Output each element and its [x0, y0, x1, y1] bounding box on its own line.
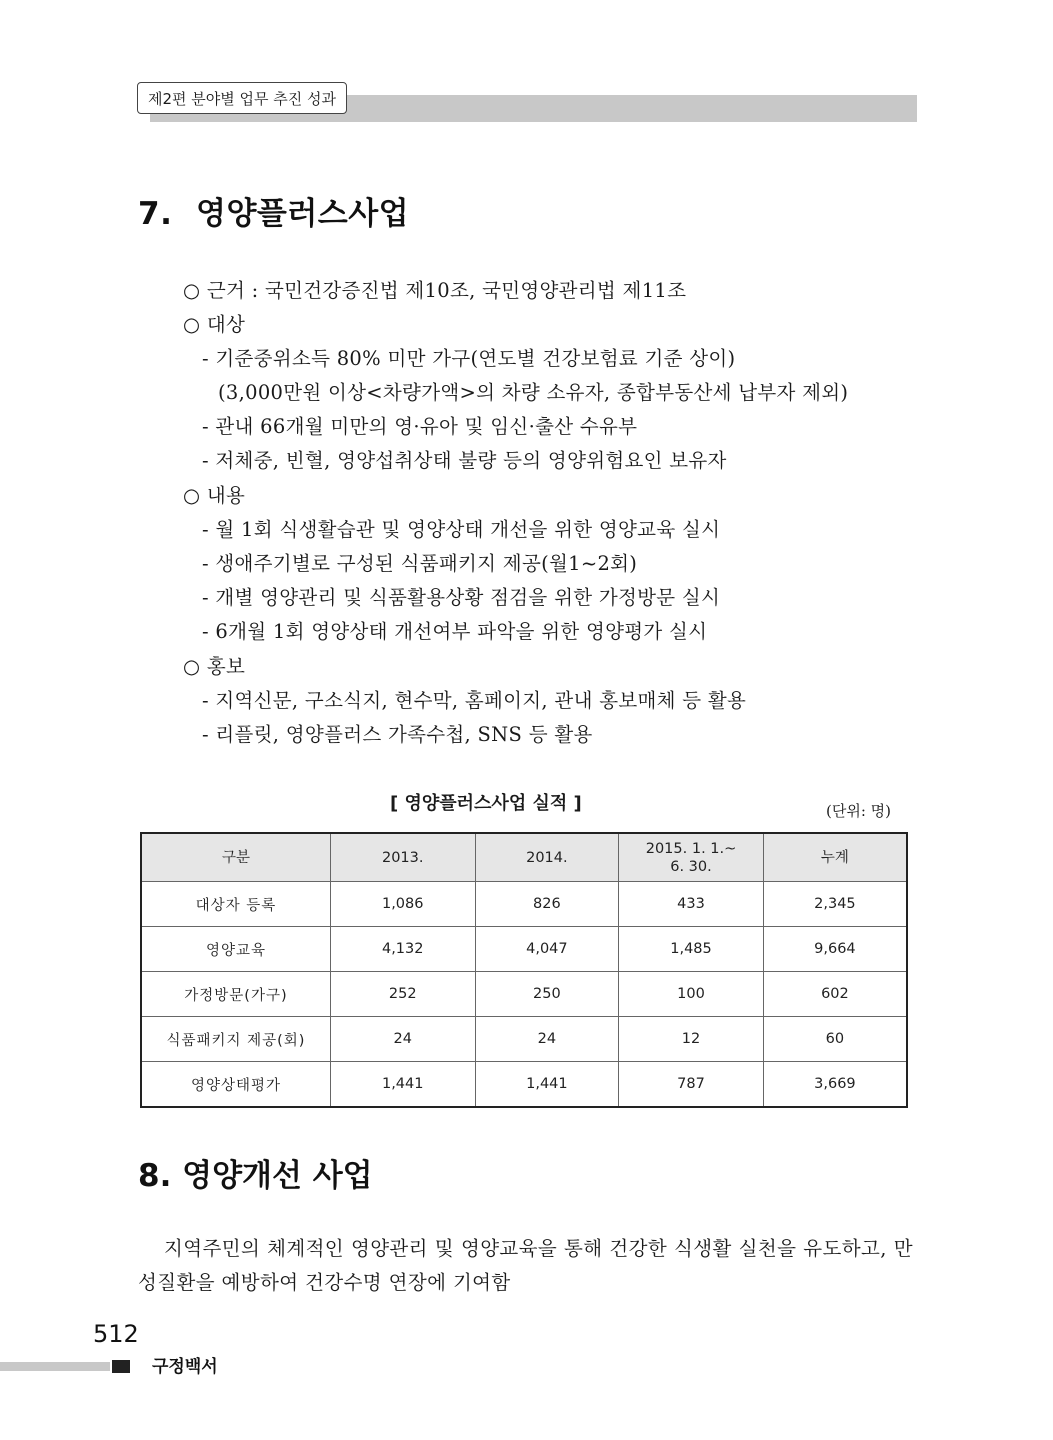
- header-total: 누계: [763, 833, 907, 882]
- cell: 602: [763, 972, 907, 1017]
- table-caption: [ 영양플러스사업 실적 ]: [390, 793, 582, 814]
- content-item: - 생애주기별로 구성된 식품패키지 제공(월1~2회): [202, 552, 638, 575]
- section-8-title: 8. 영양개선 사업: [138, 1158, 373, 1194]
- section-7-title-text: 영양플러스사업: [196, 196, 410, 232]
- cell: 24: [475, 1017, 619, 1062]
- section-7-number: 7.: [138, 196, 173, 232]
- row-label: 대상자 등록: [141, 882, 330, 927]
- table-row: [141, 972, 907, 1017]
- promotion-item: - 리플릿, 영양플러스 가족수첩, SNS 등 활용: [202, 723, 593, 746]
- cell: 4,047: [475, 927, 619, 972]
- page-number: 512: [93, 1320, 139, 1348]
- chapter-label: 제2편 분야별 업무 추진 성과: [137, 82, 347, 114]
- target-item: - 기준중위소득 80% 미만 가구(연도별 건강보험료 기준 상이): [202, 347, 736, 370]
- cell: 3,669: [763, 1062, 907, 1108]
- row-label: 식품패키지 제공(회): [141, 1017, 330, 1062]
- cell: 9,664: [763, 927, 907, 972]
- header-2014: 2014.: [475, 833, 619, 882]
- cell: 24: [330, 1017, 475, 1062]
- cell: 1,485: [619, 927, 764, 972]
- promotion-item: - 지역신문, 구소식지, 현수막, 홈페이지, 관내 홍보매체 등 활용: [202, 689, 747, 712]
- header-2013: 2013.: [330, 833, 475, 882]
- cell: 1,441: [475, 1062, 619, 1108]
- table-row: [141, 882, 907, 927]
- cell: 2,345: [763, 882, 907, 927]
- cell: 250: [475, 972, 619, 1017]
- header-category: 구분: [141, 833, 330, 882]
- footer-marker: [112, 1360, 130, 1373]
- section-8-paragraph: 지역주민의 체계적인 영양관리 및 영양교육을 통해 건강한 식생활 실천을 유도하고, 만성질환을 예방하여 건강수명 연장에 기여함: [138, 1237, 913, 1294]
- target-heading: ○ 대상: [183, 313, 246, 336]
- cell: 12: [619, 1017, 764, 1062]
- cell: 1,441: [330, 1062, 475, 1108]
- row-label: 가정방문(가구): [141, 972, 330, 1017]
- row-label: 영양교육: [141, 927, 330, 972]
- table-row: [141, 1017, 907, 1062]
- table-unit: (단위: 명): [826, 802, 891, 820]
- content-item: - 6개월 1회 영양상태 개선여부 파악을 위한 영양평가 실시: [202, 620, 708, 643]
- target-item-note: (3,000만원 이상<차량가액>의 차량 소유자, 종합부동산세 납부자 제외): [218, 381, 849, 404]
- promotion-heading: ○ 홍보: [183, 655, 246, 678]
- table-row: [141, 1062, 907, 1108]
- row-label: 영양상태평가: [141, 1062, 330, 1108]
- section-7-title: [138, 188, 409, 233]
- performance-table: [140, 832, 908, 1108]
- cell: 100: [619, 972, 764, 1017]
- content-heading: ○ 내용: [183, 484, 246, 507]
- footer-bar: [0, 1362, 110, 1371]
- cell: 252: [330, 972, 475, 1017]
- target-item: - 저체중, 빈혈, 영양섭취상태 불량 등의 영양위험요인 보유자: [202, 449, 727, 472]
- basis-line: ○ 근거 : 국민건강증진법 제10조, 국민영양관리법 제11조: [183, 279, 687, 302]
- content-item: - 월 1회 식생활습관 및 영양상태 개선을 위한 영양교육 실시: [202, 518, 721, 541]
- cell: 787: [619, 1062, 764, 1108]
- content-item: - 개별 영양관리 및 식품활용상황 점검을 위한 가정방문 실시: [202, 586, 721, 609]
- cell: 826: [475, 882, 619, 927]
- book-title: 구정백서: [152, 1357, 218, 1377]
- cell: 4,132: [330, 927, 475, 972]
- table-header-row: [141, 833, 907, 882]
- cell: 1,086: [330, 882, 475, 927]
- cell: 60: [763, 1017, 907, 1062]
- header-2015: 2015. 1. 1.~ 6. 30.: [619, 833, 764, 882]
- target-item: - 관내 66개월 미만의 영·유아 및 임신·출산 수유부: [202, 415, 638, 438]
- table-row: [141, 927, 907, 972]
- cell: 433: [619, 882, 764, 927]
